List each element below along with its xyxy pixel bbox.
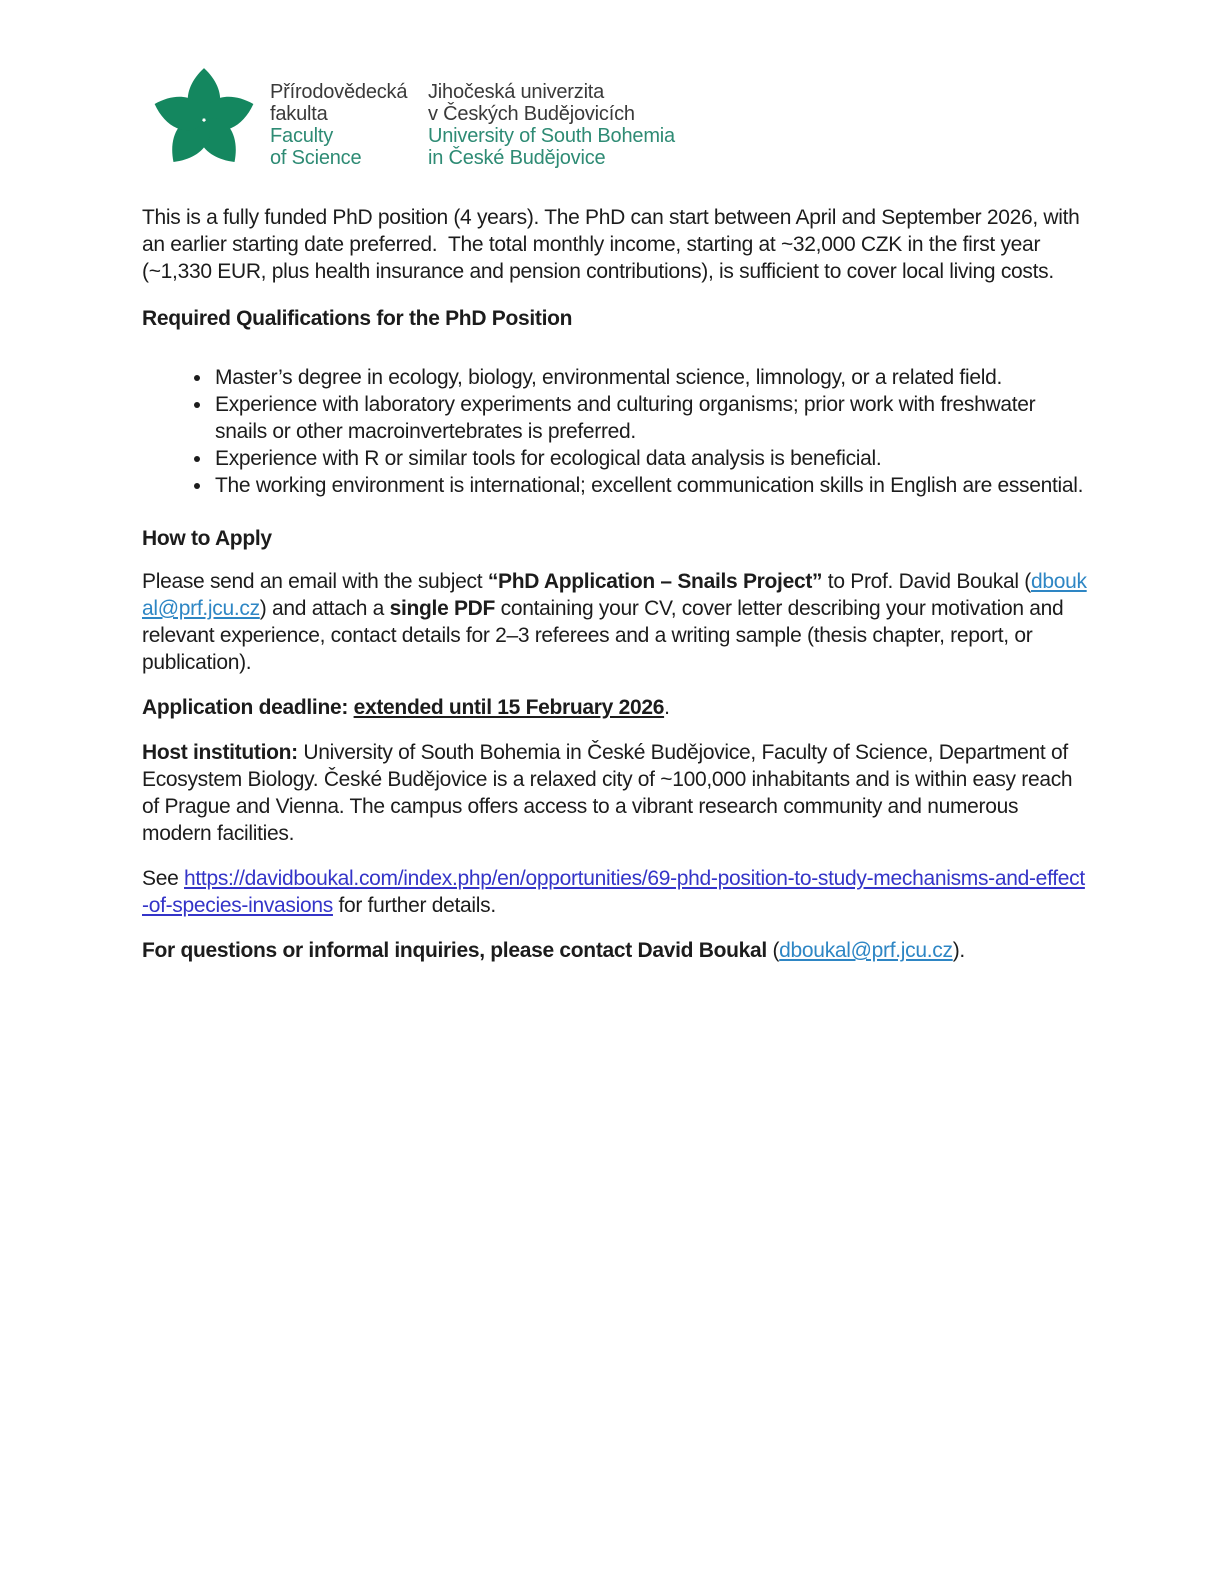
faculty-name-cs-line1: Přírodovědecká bbox=[270, 81, 408, 103]
five-petal-rose-icon bbox=[148, 64, 260, 176]
host-institution-label: Host institution: bbox=[142, 741, 304, 764]
qualification-item: • The working environment is international; excellent communication skills in English are essential. bbox=[213, 472, 1087, 499]
contact-text-bold: For questions or informal inquiries, please contact David Boukal bbox=[142, 939, 767, 962]
qualifications-heading: Required Qualifications for the PhD Position bbox=[142, 307, 573, 330]
university-name-en-line2: in České Budějovice bbox=[428, 147, 606, 169]
contact-paragraph bbox=[142, 937, 1087, 964]
how-to-apply-heading: How to Apply bbox=[142, 527, 272, 550]
host-institution-paragraph bbox=[142, 739, 1087, 847]
position-details-link[interactable]: https://davidboukal.com/index.php/en/opportunities/69-phd-position-to-study-mechanisms-and-effect-of-species-invasions bbox=[142, 867, 1085, 917]
university-name-block bbox=[428, 64, 675, 169]
intro-paragraph: This is a fully funded PhD position (4 years). The PhD can start between April and September 2026, with an earlier starting date preferred. The total monthly income, starting at ~32,000 CZK in the first year (~1,330 EUR, plus health insurance and pension contributions), is sufficient to cover local living costs. bbox=[142, 206, 1086, 283]
deadline-date: extended until 15 February 2026 bbox=[353, 696, 665, 719]
deadline-suffix: . bbox=[664, 696, 670, 719]
deadline-label: Application deadline: bbox=[142, 696, 354, 719]
email-subject: “PhD Application – Snails Project” bbox=[487, 570, 823, 593]
apply-text: ) and attach a bbox=[259, 597, 390, 620]
faculty-name-en-line2: of Science bbox=[270, 147, 362, 169]
details-prefix: See bbox=[142, 867, 184, 890]
details-paragraph bbox=[142, 865, 1087, 919]
contact-email-link[interactable]: dboukal@prf.jcu.cz bbox=[779, 939, 953, 962]
document-header bbox=[148, 64, 1087, 176]
qualification-item: • Experience with laboratory experiments and culturing organisms; prior work with freshwater snails or other macroinvertebrates is preferred. bbox=[213, 391, 1087, 445]
qualification-item: • Master’s degree in ecology, biology, environmental science, limnology, or a related field. bbox=[213, 364, 1087, 391]
faculty-name-block bbox=[270, 64, 428, 169]
apply-text: to Prof. David Boukal ( bbox=[822, 570, 1031, 593]
university-name-en-line1: University of South Bohemia bbox=[428, 125, 675, 147]
single-pdf-emphasis: single PDF bbox=[389, 597, 496, 620]
how-to-apply-paragraph bbox=[142, 568, 1087, 676]
apply-text: Please send an email with the subject bbox=[142, 570, 488, 593]
qualifications-list bbox=[142, 364, 1087, 499]
details-suffix: for further details. bbox=[332, 894, 496, 917]
university-name-cs-line1: Jihočeská univerzita bbox=[428, 81, 605, 103]
university-name-cs-line2: v Českých Budějovicích bbox=[428, 103, 635, 125]
contact-email-link[interactable]: dboukal@prf.jcu.cz bbox=[142, 570, 1087, 620]
apply-text: containing your CV, cover letter describing your motivation and relevant experience, contact details for 2–3 referees and a writing sample (thesis chapter, report, or publication). bbox=[142, 597, 1069, 674]
faculty-name-en-line1: Faculty bbox=[270, 125, 334, 147]
contact-close-paren: ). bbox=[952, 939, 965, 962]
host-institution-text: University of South Bohemia in České Budějovice, Faculty of Science, Department of Ecosystem Biology. České Budějovice is a relaxed city of ~100,000 inhabitants and is within easy reach of Prague and Vienna. The campus offers access to a vibrant research community and numerous modern facilities. bbox=[142, 741, 1078, 845]
faculty-name-cs-line2: fakulta bbox=[270, 103, 328, 125]
contact-open-paren: ( bbox=[766, 939, 780, 962]
deadline-paragraph bbox=[142, 694, 1087, 721]
qualification-item: • Experience with R or similar tools for ecological data analysis is beneficial. bbox=[213, 445, 1087, 472]
